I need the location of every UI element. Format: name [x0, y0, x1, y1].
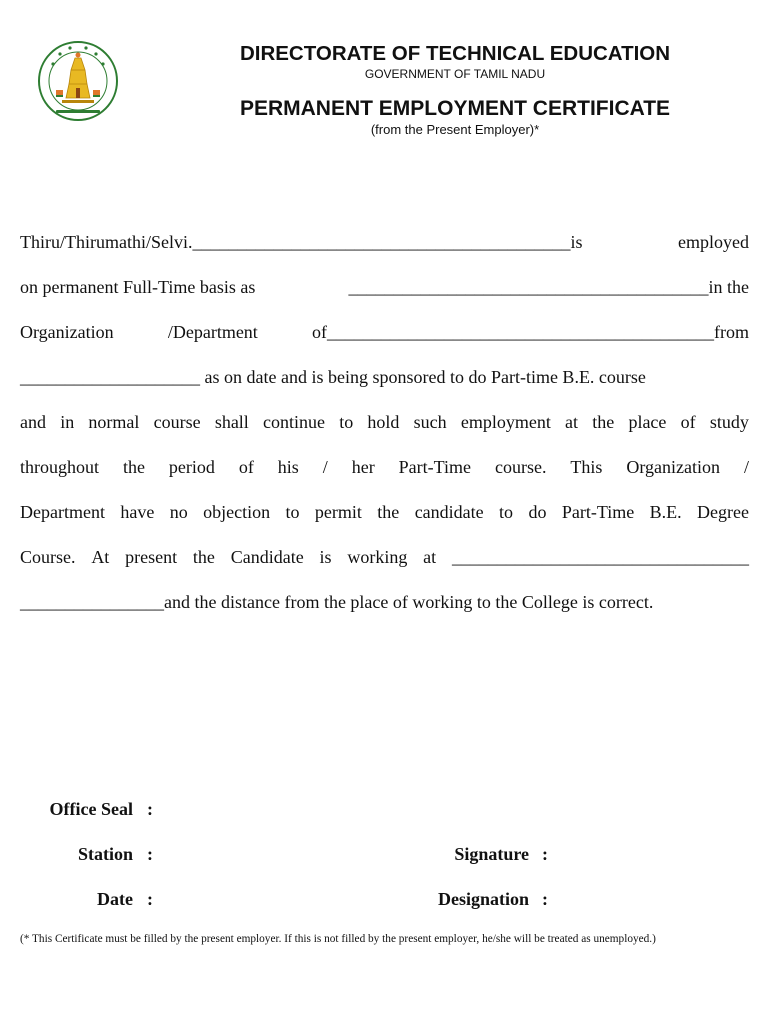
- word: Course.: [20, 547, 76, 567]
- word: /: [743, 457, 749, 477]
- word: /: [322, 457, 328, 477]
- word: course: [153, 412, 201, 432]
- word: Organization: [626, 457, 721, 477]
- office-seal-colon: :: [147, 799, 153, 819]
- date-colon: :: [147, 889, 153, 909]
- word: Part-Time: [561, 502, 635, 522]
- word: and: [20, 412, 46, 432]
- word: throughout: [20, 457, 99, 477]
- word: his: [277, 457, 299, 477]
- word: of: [238, 457, 254, 477]
- word: at: [565, 412, 579, 432]
- designation-label: Designation: [437, 889, 529, 909]
- date-label: Date: [97, 889, 133, 909]
- word: employed: [678, 232, 749, 252]
- word: her: [351, 457, 375, 477]
- word: to: [339, 412, 354, 432]
- word: employment: [460, 412, 551, 432]
- word: the: [192, 547, 215, 567]
- word: normal: [88, 412, 140, 432]
- signature-colon: :: [542, 844, 548, 864]
- body-line-1: [20, 232, 749, 253]
- word: to: [285, 502, 300, 522]
- word: Candidate: [230, 547, 304, 567]
- word: at: [423, 547, 437, 567]
- word: is: [319, 547, 332, 567]
- tamil-nadu-emblem-icon: [32, 40, 124, 122]
- word: This: [570, 457, 603, 477]
- word: continue: [263, 412, 325, 432]
- word: do: [528, 502, 547, 522]
- body-line-5: [20, 412, 749, 433]
- government-subheading: GOVERNMENT OF TAMIL NADU: [364, 67, 546, 81]
- word: the: [592, 412, 615, 432]
- word: period: [168, 457, 215, 477]
- word: have: [120, 502, 155, 522]
- word: candidate: [414, 502, 484, 522]
- certificate-subtitle: (from the Present Employer)*: [370, 122, 540, 137]
- body-line-4: ____________________ as on date and is being sponsored to do Part-time B.E. course: [20, 367, 646, 387]
- word: objection: [203, 502, 271, 522]
- word: of___________________________________________from: [312, 322, 749, 342]
- office-seal-label: Office Seal: [49, 799, 133, 819]
- body-line-3: [20, 322, 749, 343]
- word: permit: [314, 502, 362, 522]
- word: hold: [367, 412, 400, 432]
- word: such: [413, 412, 447, 432]
- word: /Department: [167, 322, 258, 342]
- word: ________________________________________in the: [348, 277, 749, 297]
- directorate-heading: DIRECTORATE OF TECHNICAL EDUCATION: [239, 42, 671, 65]
- word: Organization: [20, 322, 114, 342]
- word: Thiru/Thirumathi/Selvi.__________________________________________is: [20, 232, 583, 252]
- word: Department: [20, 502, 105, 522]
- body-line-8: [20, 547, 749, 568]
- word: study: [709, 412, 749, 432]
- body-line-9: ________________and the distance from the place of working to the College is correct.: [20, 592, 654, 612]
- certificate-title: PERMANENT EMPLOYMENT CERTIFICATE: [239, 97, 671, 120]
- word: the: [122, 457, 145, 477]
- body-line-6: [20, 457, 749, 478]
- body-line-7: [20, 502, 749, 523]
- word: Degree: [696, 502, 749, 522]
- designation-colon: :: [542, 889, 548, 909]
- footnote: (* This Certificate must be filled by the present employer. If this is not filled by the present employer, he/she will be treated as unemployed.): [20, 933, 656, 945]
- word: B.E.: [649, 502, 682, 522]
- word: _________________________________: [451, 547, 749, 567]
- station-colon: :: [147, 844, 153, 864]
- word: shall: [214, 412, 249, 432]
- word: present: [125, 547, 178, 567]
- word: to: [499, 502, 514, 522]
- word: on permanent Full-Time basis as: [20, 277, 256, 297]
- word: in: [60, 412, 75, 432]
- signature-label: Signature: [454, 844, 529, 864]
- word: course.: [494, 457, 547, 477]
- word: no: [169, 502, 188, 522]
- station-label: Station: [77, 844, 133, 864]
- body-line-2: [20, 277, 749, 298]
- word: the: [377, 502, 400, 522]
- word: Part-Time: [398, 457, 472, 477]
- word: At: [91, 547, 110, 567]
- word: place: [628, 412, 667, 432]
- word: working: [347, 547, 408, 567]
- word: of: [680, 412, 696, 432]
